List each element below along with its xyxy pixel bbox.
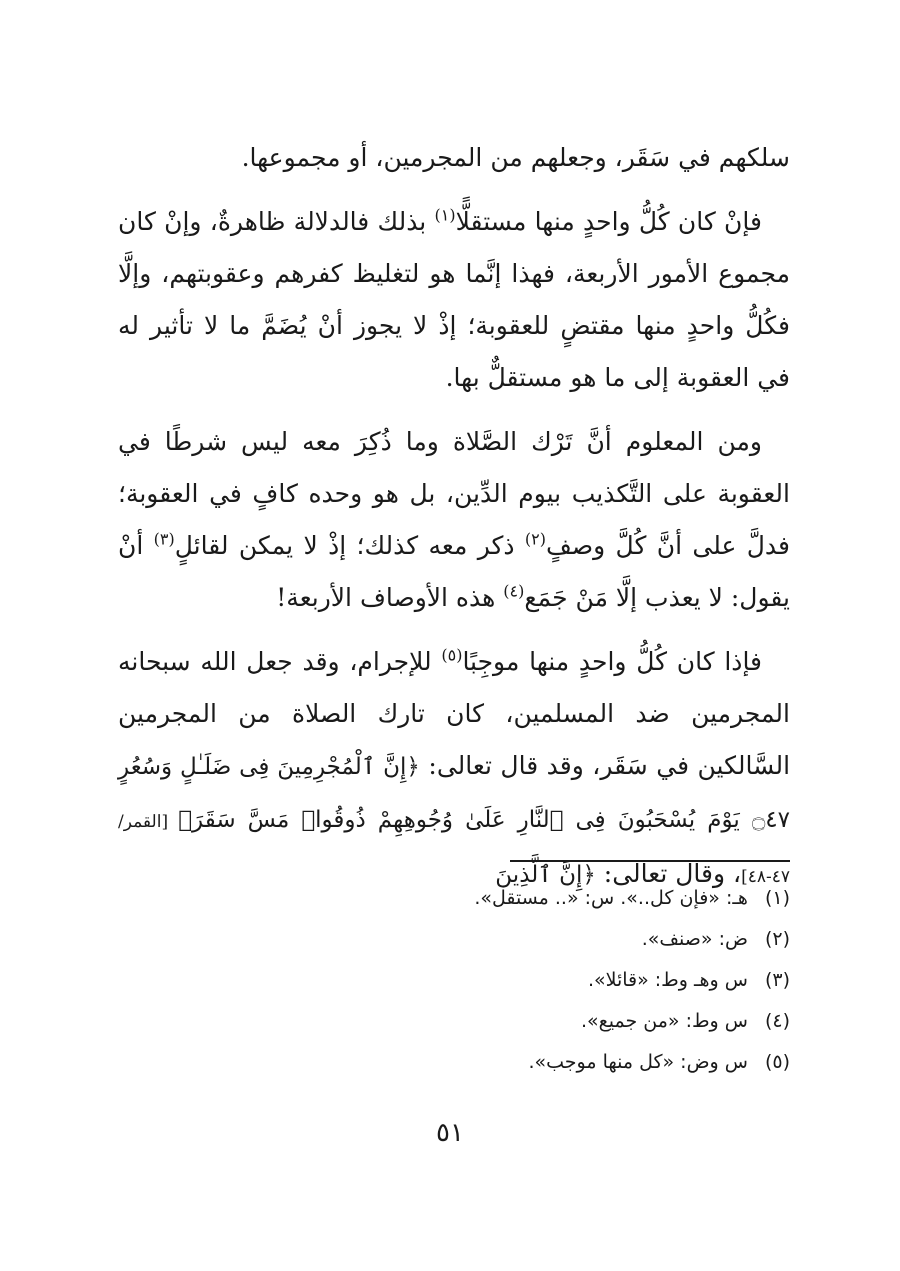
- paragraph-quran: [118, 636, 790, 903]
- footnote-marker-5: (٥): [441, 645, 463, 665]
- quran-verse-2: ﴿إِنَّ ٱلَّذِينَ: [495, 862, 596, 888]
- footnote-item: [118, 919, 790, 960]
- paragraph-text: بذلك فالدلالة ظاهرةٌ، وإنْ كان مجموع الأمور الأربعة، فهذا إنَّما هو لتغليظ كفرهم وعقوبتهم، وإلَّا فكُلُّ واحدٍ منها مقتضٍ للعقوبة؛ إذْ لا يجوز أنْ يُضَمَّ ما لا تأثير له في العقوبة إلى ما هو مستقلٌّ بها.: [118, 207, 790, 392]
- footnote-marker-1: (١): [434, 205, 456, 225]
- footnote-divider: [510, 860, 790, 862]
- footnote-item: [118, 878, 790, 919]
- page-number: ٥١: [436, 1118, 464, 1148]
- footnote-item: [118, 1001, 790, 1042]
- footnote-text: س وط: «من جميع».: [580, 1010, 748, 1032]
- paragraph-text: أنْ يقول: لا يعذب إلَّا مَنْ جَمَع: [118, 531, 790, 612]
- paragraph-text: هذه الأوصاف الأربعة!: [276, 583, 504, 612]
- paragraph-text: فإنْ كان كُلُّ واحدٍ منها مستقلًّا: [455, 207, 762, 236]
- footnote-text: س وض: «كل منها موجب».: [528, 1051, 748, 1073]
- footnote-text: س وهـ وط: «قائلا».: [587, 969, 748, 991]
- footnote-text: هـ: «فإن كل..». س: «.. مستقل».: [474, 887, 748, 909]
- paragraph-text: للإجرام، وقد جعل الله سبحانه المجرمين ضد المسلمين، كان تارك الصلاة من المجرمين السَّالكين في سَقَر، وقد قال تعالى:: [118, 647, 791, 780]
- paragraph-text: فإذا كان كُلُّ واحدٍ منها موجِبًا: [462, 647, 763, 676]
- footnote-number: (٢): [764, 928, 790, 950]
- verse-reference: [القمر/ ٤٧-٤٨]: [118, 812, 790, 887]
- paragraph-intro-text: سلكهم في سَقَر، وجعلهم من المجرمين، أو مجموعها.: [241, 143, 790, 172]
- footnote-item: [118, 1042, 790, 1083]
- paragraph-known: [118, 416, 790, 624]
- footnotes-list: [118, 878, 790, 1083]
- paragraph-text: ومن المعلوم أنَّ تَرْك الصَّلاة وما ذُكِرَ معه ليس شرطًا في العقوبة على التَّكذيب بيوم الدِّين، بل هو وحده كافٍ في العقوبة؛ فدلَّ على أنَّ كُلَّ وصفٍ: [118, 427, 790, 560]
- footnote-text: ض: «صنف».: [641, 928, 748, 950]
- paragraph-text: ذكر معه كذلك؛ إذْ لا يمكن لقائلٍ: [174, 531, 525, 560]
- paragraph-independence: [118, 196, 790, 404]
- footnote-number: (٤): [764, 1010, 790, 1032]
- footnote-marker-4: (٤): [503, 581, 525, 601]
- paragraph-text: ، وقال تعالى:: [595, 859, 742, 888]
- footnote-marker-2: (٢): [524, 529, 546, 549]
- footnote-item: [118, 960, 790, 1001]
- footnote-marker-3: (٣): [153, 529, 175, 549]
- footnote-number: (١): [764, 887, 790, 909]
- quran-verse-1: ﴿إِنَّ ٱلْمُجْرِمِينَ فِى ضَلَـٰلٍ وَسُعُرٍ ۝٤٧ يَوْمَ يُسْحَبُونَ فِى ٱلنَّارِ عَلَىٰ وُجُوهِهِمْ ذُوقُوا۟ مَسَّ سَقَرَ﴾: [118, 754, 790, 833]
- footnote-number: (٣): [764, 969, 790, 991]
- footnote-number: (٥): [764, 1051, 790, 1073]
- main-text: [118, 132, 790, 915]
- paragraph-intro: [118, 132, 790, 184]
